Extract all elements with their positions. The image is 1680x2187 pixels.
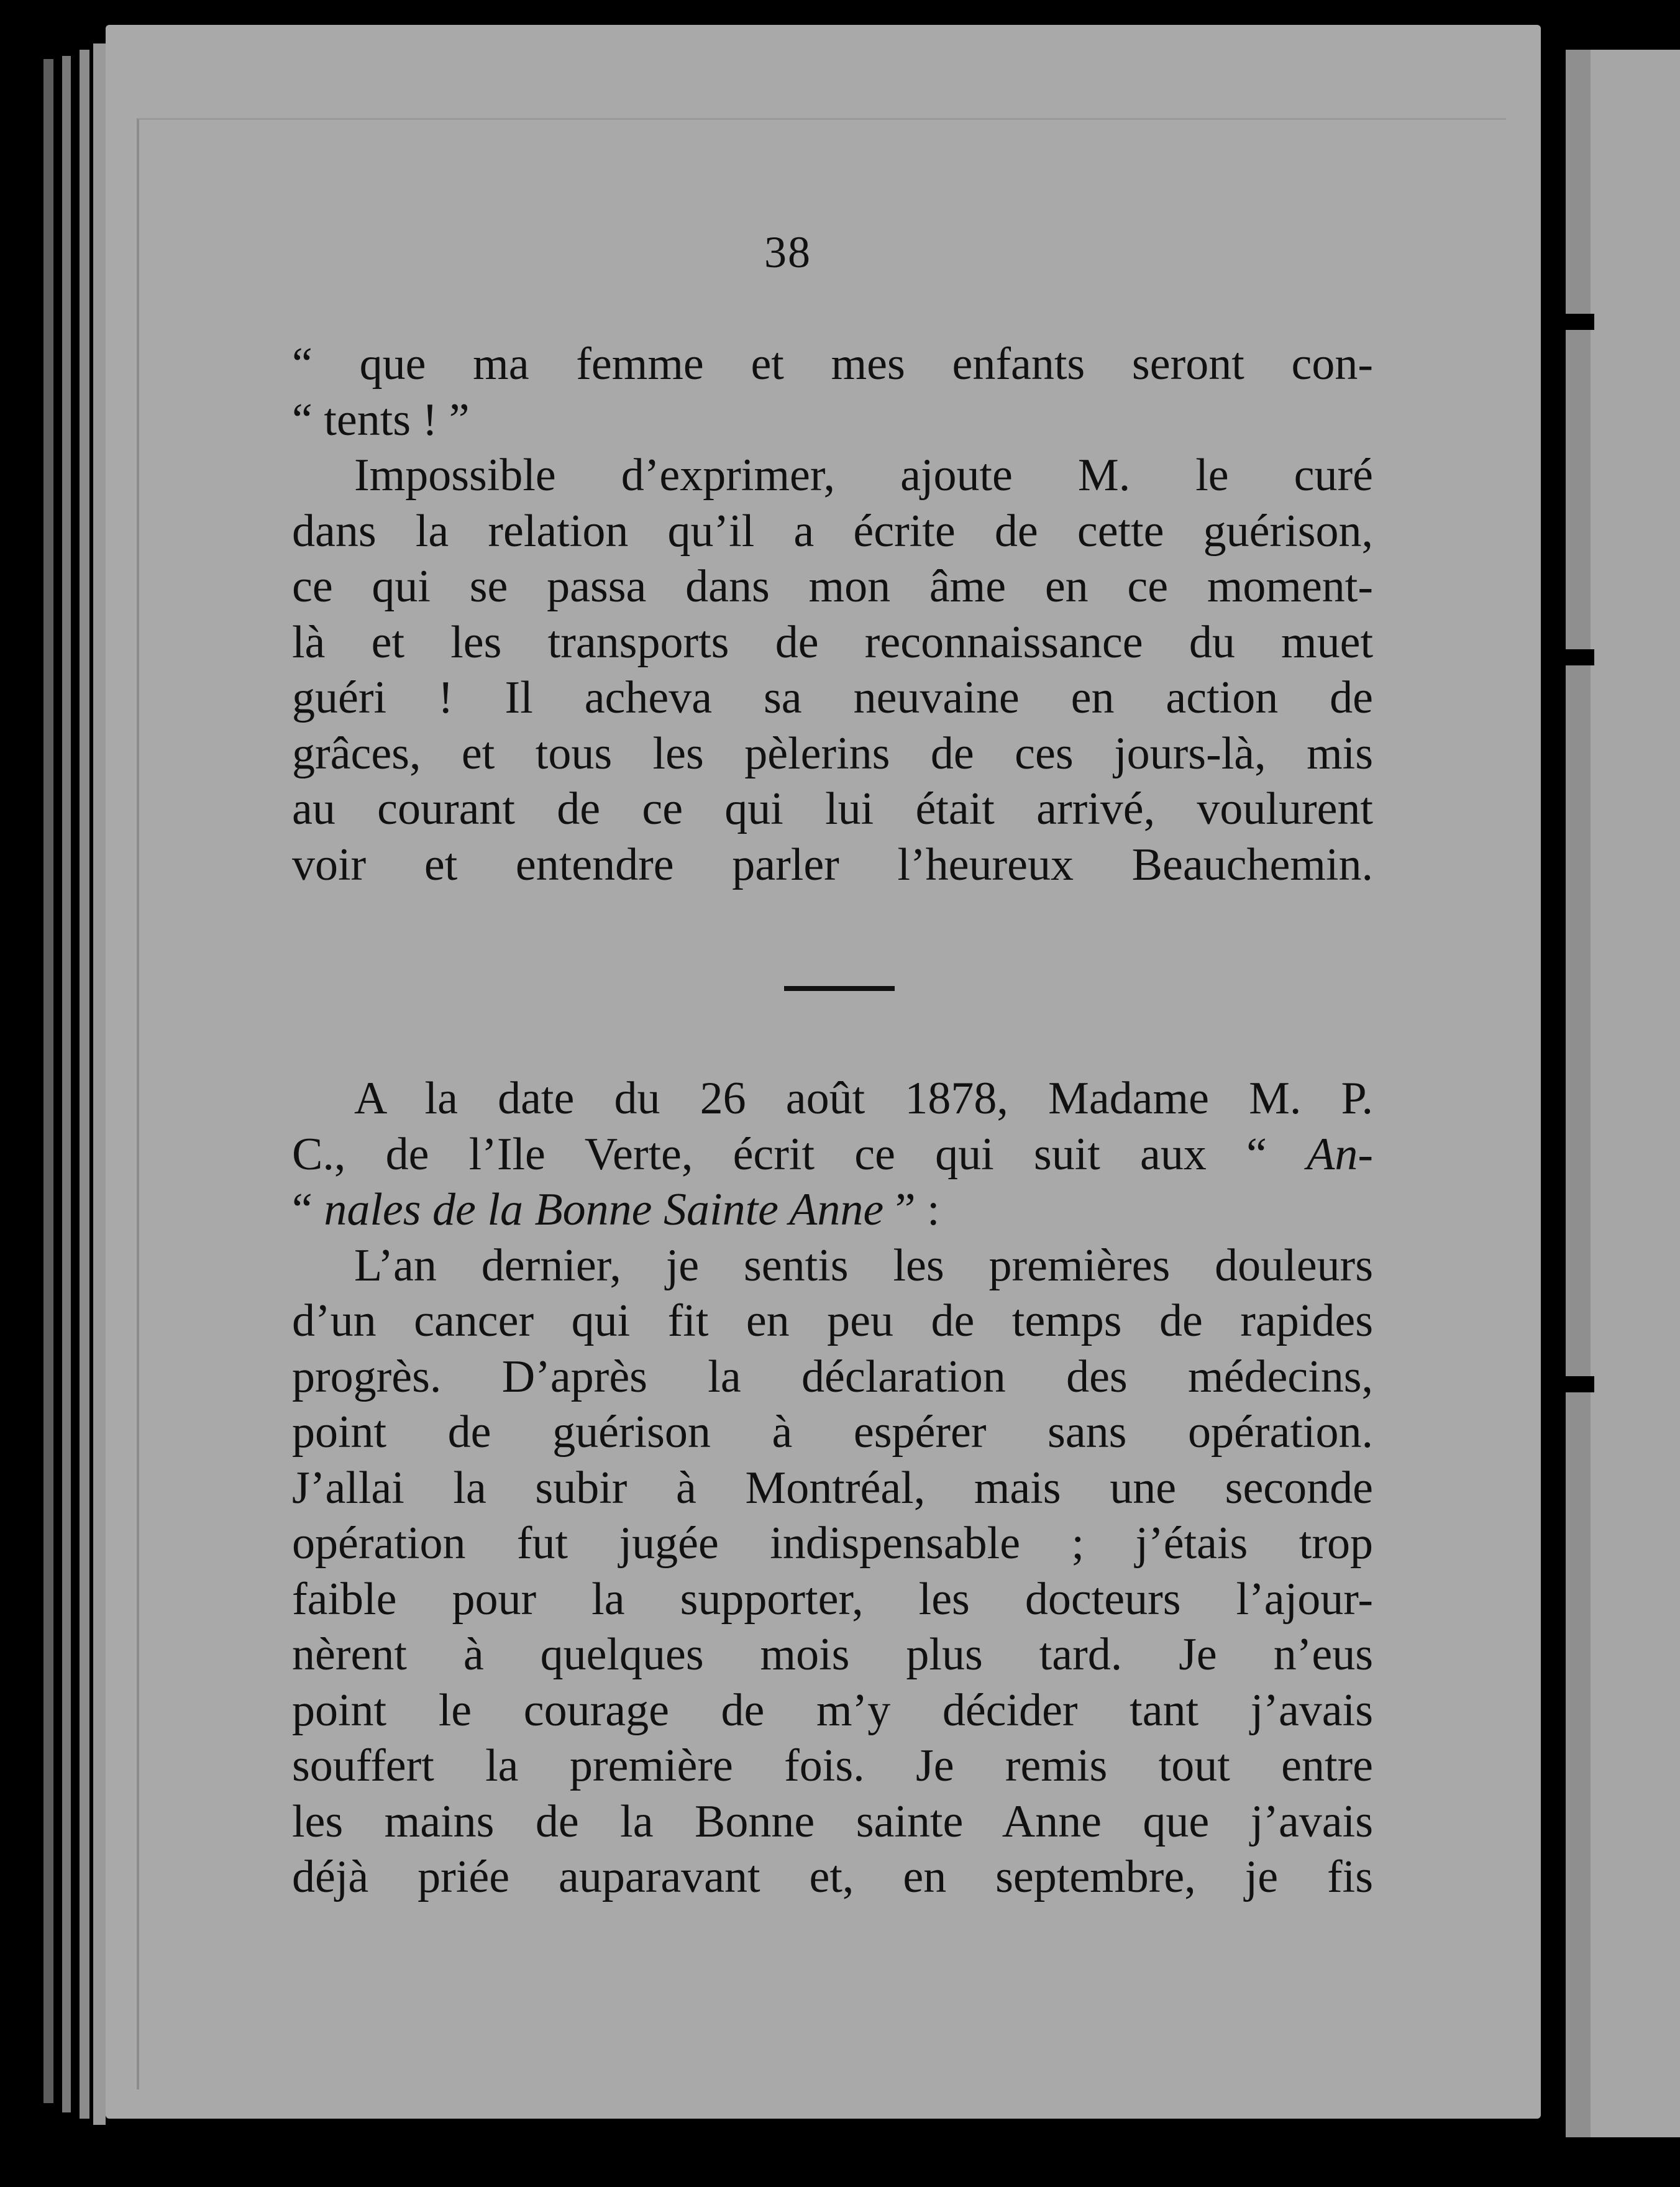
binding-notch	[1553, 649, 1594, 665]
text-line: Impossible d’exprimer, ajoute M. le curé	[354, 450, 1373, 501]
text-line: déjà priée auparavant et, en septembre, je fis	[292, 1851, 1373, 1902]
adjacent-page-strip	[1591, 50, 1680, 2137]
page-number: 38	[764, 227, 811, 277]
text-line: les mains de la Bonne sainte Anne que j’avais	[292, 1796, 1373, 1847]
text-line	[292, 1127, 1373, 1183]
bottom-section	[292, 1071, 1373, 1906]
text-line: ce qui se passa dans mon âme en ce moment-	[292, 561, 1373, 612]
text-fragment: C., de l’Ile Verte, écrit ce qui suit aux “	[292, 1128, 1267, 1180]
text-line: d’un cancer qui fit en peu de temps de rapides	[292, 1295, 1373, 1346]
text-line: point de guérison à espérer sans opération.	[292, 1407, 1373, 1458]
page-edge	[93, 43, 106, 2125]
text-line: grâces, et tous les pèlerins de ces jours-là, mis	[292, 728, 1373, 779]
text-line: J’allai la subir à Montréal, mais une seconde	[292, 1462, 1373, 1514]
text-line: faible pour la supporter, les docteurs l’ajour-	[292, 1573, 1373, 1625]
text-line: souffert la première fois. Je remis tout entre	[292, 1740, 1373, 1791]
text-line: guéri ! Il acheva sa neuvaine en action de	[292, 672, 1373, 723]
page-edge	[62, 56, 71, 2112]
italic-fragment: An-	[1307, 1128, 1373, 1180]
top-paragraph	[292, 337, 1373, 893]
text-line: voir et entendre parler l’heureux Beauchemin.	[292, 839, 1373, 890]
binding-notch	[1553, 1376, 1594, 1392]
binding-notch	[1553, 314, 1594, 330]
page-edge	[43, 59, 53, 2103]
text-line: point le courage de m’y décider tant j’avais	[292, 1684, 1373, 1736]
text-line: nèrent à quelques mois plus tard. Je n’eus	[292, 1629, 1373, 1680]
text-line: là et les transports de reconnaissance du muet	[292, 616, 1373, 668]
text-line: A la date du 26 août 1878, Madame M. P.	[354, 1073, 1373, 1124]
page-edge	[80, 50, 89, 2119]
text-line: L’an dernier, je sentis les premières douleurs	[354, 1240, 1373, 1291]
text-line: au courant de ce qui lui était arrivé, voulurent	[292, 783, 1373, 834]
text-line	[292, 1182, 1373, 1238]
italic-title: nales de la Bonne Sainte Anne	[324, 1184, 884, 1235]
text-line: dans la relation qu’il a écrite de cette guérison,	[292, 505, 1373, 557]
adjacent-page	[1566, 50, 1680, 2137]
text-line: “ que ma femme et mes enfants seront con-	[292, 339, 1373, 390]
text-line: progrès. D’après la déclaration des médecins,	[292, 1351, 1373, 1402]
text-line: “ tents ! ”	[292, 394, 470, 445]
text-line: opération fut jugée indispensable ; j’étais trop	[292, 1518, 1373, 1569]
section-separator	[784, 986, 895, 991]
text-fragment: “	[292, 1184, 313, 1235]
text-fragment: ” :	[883, 1184, 940, 1235]
